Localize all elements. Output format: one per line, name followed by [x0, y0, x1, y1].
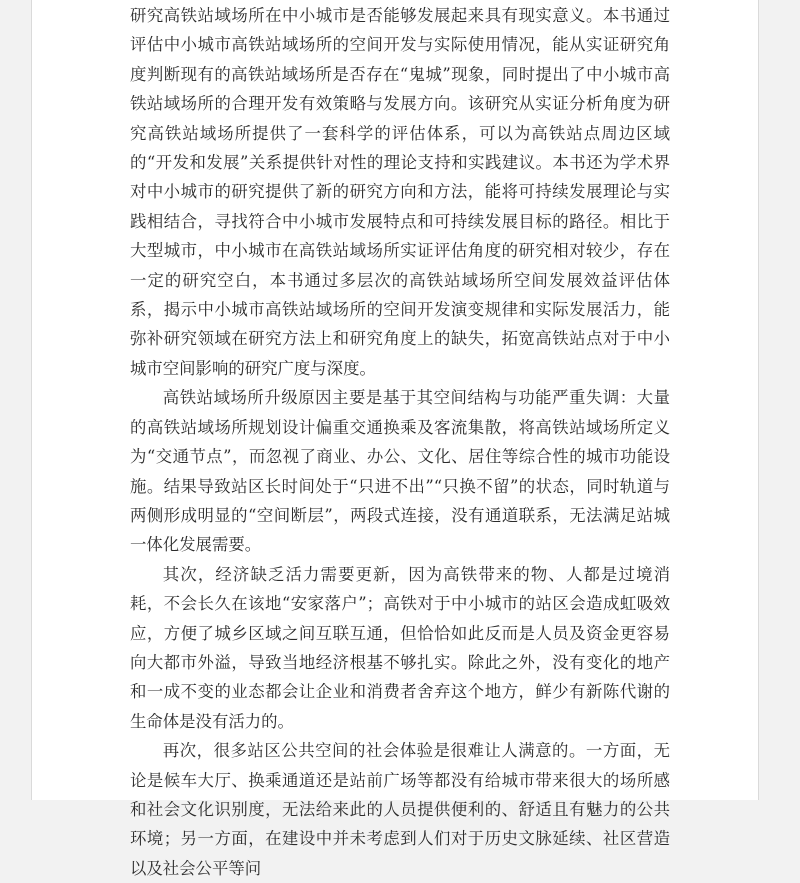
body-text	[130, 1, 670, 883]
paragraph-1: 研究高铁站域场所在中小城市是否能够发展起来具有现实意义。本书通过评估中小城市高铁站域场所的空间开发与实际使用情况，能从实证研究角度判断现有的高铁站域场所是否存在“鬼城”现象，同时提出了中小城市高铁站域场所的合理开发有效策略与发展方向。该研究从实证分析角度为研究高铁站域场所提供了一套科学的评估体系，可以为高铁站点周边区域的“开发和发展”关系提供针对性的理论支持和实践建议。本书还为学术界对中小城市的研究提供了新的研究方向和方法，能将可持续发展理论与实践相结合，寻找符合中小城市发展特点和可持续发展目标的路径。相比于大型城市，中小城市在高铁站域场所实证评估角度的研究相对较少，存在一定的研究空白，本书通过多层次的高铁站域场所空间发展效益评估体系，揭示中小城市高铁站域场所的空间开发演变规律和实际发展活力，能弥补研究领域在研究方法上和研究角度上的缺失，拓宽高铁站点对于中小城市空间影响的研究广度与深度。	[130, 6, 670, 378]
paragraph-4: 再次，很多站区公共空间的社会体验是很难让人满意的。一方面，无论是候车大厅、换乘通道还是站前广场等都没有给城市带来很大的场所感和社会文化识别度，无法给来此的人员提供便利的、舒适且有魅力的公共环境；另一方面，在建设中并未考虑到人们对于历史文脉延续、社区营造以及社会公平等问	[130, 741, 670, 878]
document-page	[31, 0, 759, 878]
paragraph-2: 高铁站域场所升级原因主要是基于其空间结构与功能严重失调：大量的高铁站域场所规划设计偏重交通换乘及客流集散，将高铁站域场所定义为“交通节点”，而忽视了商业、办公、文化、居住等综合性的城市功能设施。结果导致站区长时间处于“只进不出”“只换不留”的状态，同时轨道与两侧形成明显的“空间断层”，两段式连接，没有通道联系，无法满足站城一体化发展需要。	[130, 388, 670, 555]
paragraph-3: 其次，经济缺乏活力需要更新，因为高铁带来的物、人都是过境消耗，不会长久在该地“安家落户”；高铁对于中小城市的站区会造成虹吸效应，方便了城乡区域之间互联互通，但恰恰如此反而是人员及资金更容易向大都市外溢，导致当地经济根基不够扎实。除此之外，没有变化的地产和一成不变的业态都会让企业和消费者舍弃这个地方，鲜少有新陈代谢的生命体是没有活力的。	[130, 564, 670, 731]
